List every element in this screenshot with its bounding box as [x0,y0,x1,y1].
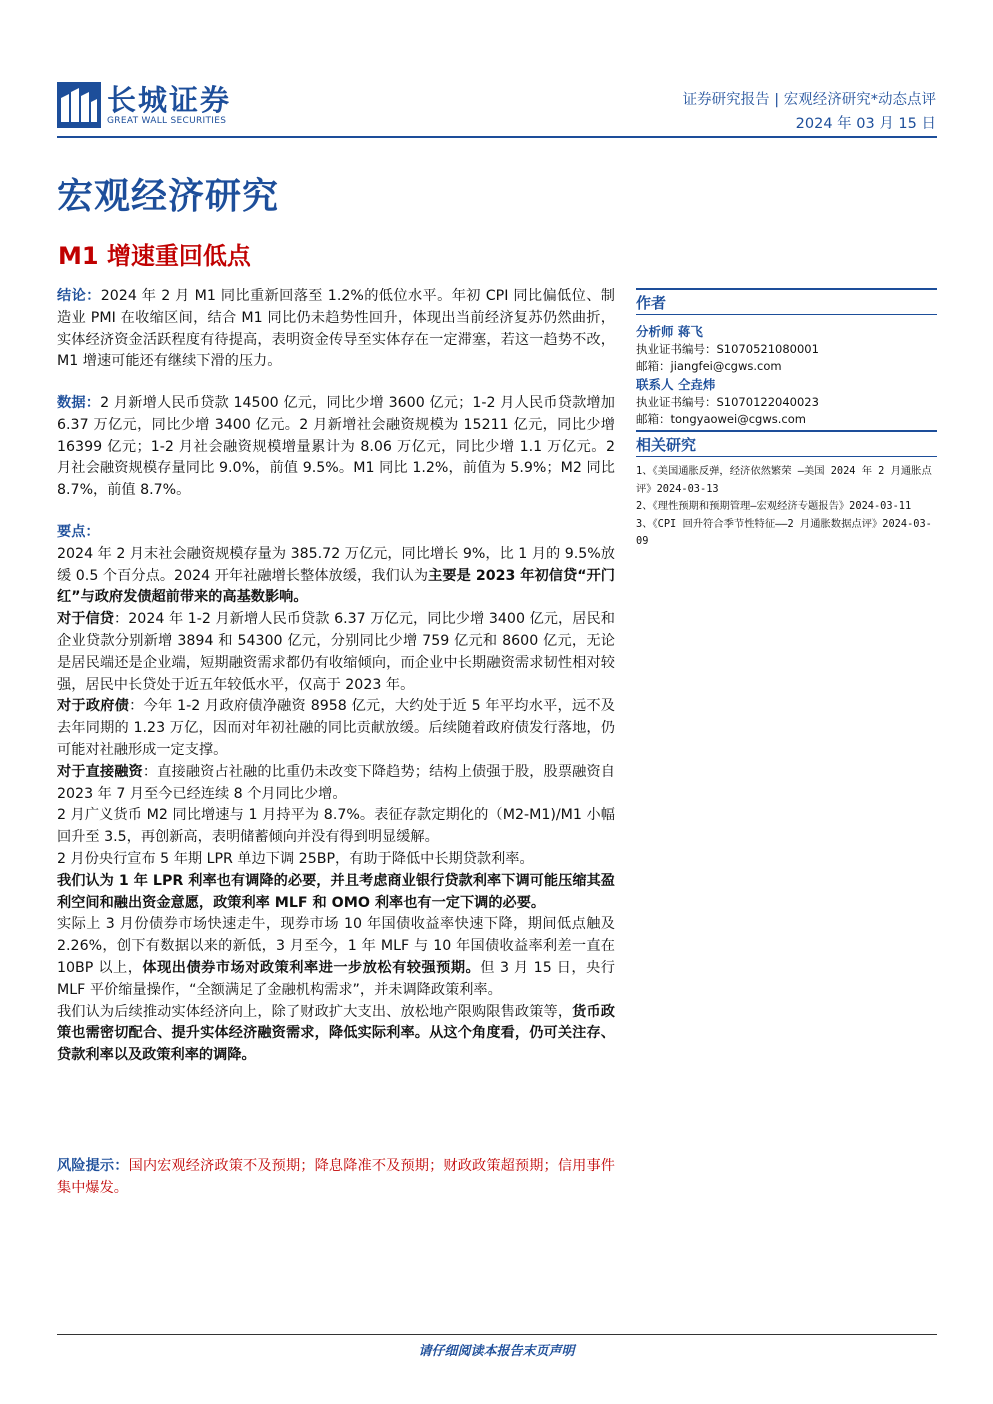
analyst-role: 分析师 [636,324,674,339]
related-item[interactable]: 2、《理性预期和预期管理—宏观经济专题报告》2024-03-11 [636,500,912,512]
footer-disclaimer: 请仔细阅读本报告末页声明 [418,1344,575,1359]
author-header: 作者 [636,288,937,315]
conclusion-label: 结论： [57,288,101,304]
report-subtitle: M1 增速重回低点 [58,242,251,270]
related-header: 相关研究 [636,430,937,457]
risk-text: 国内宏观经济政策不及预期；降息降准不及预期；财政政策超预期；信用事件集中爆发。 [57,1158,615,1196]
point-rate-cut-view: 我们认为 1 年 LPR 利率也有调降的必要，并且考虑商业银行贷款利率下调可能压缩其盈利空间和融出资金意愿，政策利率 MLF 和 OMO 利率也有一定下调的必要。 [57,872,615,911]
conclusion-text: 2024 年 2 月 M1 同比重新回落至 1.2%的低位水平。年初 CPI 同比偏低位、制造业 PMI 在收缩区间，结合 M1 同比仍未趋势性回升，体现出当前经济复苏仍然曲折，实体经济资金活跃程度有待提高，表明资金传导至实体存在一定滞塞，若这一趋势不改，M1 增速可能还有继续下滑的压力。 [57,288,615,370]
report-date: 2024 年 03 月 15 日 [795,116,936,132]
related-research-panel [636,430,937,551]
points-label: 要点： [57,524,100,540]
risk-label: 风险提示： [57,1158,129,1174]
header-meta [683,88,936,136]
point-m2: 2 月广义货币 M2 同比增速与 1 月持平为 8.7%。表征存款定期化的（M2-M1)/M1 小幅回升至 3.5，再创新高，表明储蓄倾向并没有得到明显缓解。 [57,807,615,846]
risk-section [57,1156,615,1200]
analyst-cert: 执业证书编号：S1070521080001 [636,342,819,356]
conclusion-section [57,286,615,373]
data-section [57,393,615,502]
point-credit: 对于信贷：2024 年 1-2 月新增人民币贷款 6.37 万亿元，同比少增 3400 亿元，居民和企业贷款分别新增 3894 和 54300 亿元，分别同比少增 759 亿元和 8600 亿元，无论是居民端还是企业端，短期融资需求都仍有收缩倾向，而企业中长期融资需求韧性相对较强，居民中长贷处于近五年较低水平，仅高于 2023 年。 [57,611,615,693]
page-title: 宏观经济研究 [57,176,280,217]
contact-email[interactable]: 邮箱：tongyaowei@cgws.com [636,411,806,426]
related-item[interactable]: 3、《CPI 回升符合季节性特征——2 月通胀数据点评》2024-03-09 [636,517,932,547]
contact-cert: 执业证书编号：S1070122040023 [636,395,819,409]
brand-logo [57,82,267,130]
brand-name-cn: 长城证券 [107,83,232,117]
header-divider [57,136,937,138]
point-government-bonds: 对于政府债：今年 1-2 月政府债净融资 8958 亿元，大约处于近 5 年平均水平，远不及去年同期的 1.23 万亿，因而对年初社融的同比贡献放缓。后续随着政府债发行落地，仍可能对社融形成一定支撑。 [57,698,615,758]
brand-name-en: GREAT WALL SECURITIES [107,116,227,126]
doc-category: 证券研究报告 | 宏观经济研究*动态点评 [682,92,936,108]
points-section [57,522,615,1067]
point-direct-financing: 对于直接融资：直接融资占社融的比重仍未改变下降趋势；结构上债强于股，股票融资自 2023 年 7 月至今已经连续 8 个月同比少增。 [57,763,615,802]
analyst-name: 蒋飞 [677,324,703,339]
footer-divider [57,1334,937,1335]
data-label: 数据： [57,395,101,411]
author-panel [636,288,937,427]
contact-role: 联系人 [636,377,674,392]
point-bond-market: 实际上 3 月份债券市场快速走牛，现券市场 10 年国债收益率快速下降，期间低点触及 2.26%，创下有数据以来的新低，3 月至今，1 年 MLF 与 10 年国债收益率利差一直在 10BP 以上，体现出债券市场对政策利率进一步放松有较强预期。但 3 月 15 日，央行 MLF 平价缩量操作，“全额满足了金融机构需求”，并未调降政策利率。 [57,916,615,998]
contact-name: 仝垚炜 [677,377,716,392]
analyst-email[interactable]: 邮箱：jiangfei@cgws.com [636,358,782,373]
related-item[interactable]: 1、《美国通胀反弹，经济依然繁荣 —美国 2024 年 2 月通胀点评》2024-03-13 [636,465,932,495]
point-lpr: 2 月份央行宣布 5 年期 LPR 单边下调 25BP，有助于降低中长期贷款利率。 [57,850,534,867]
point-outlook: 我们认为后续推动实体经济向上，除了财政扩大支出、放松地产限购限售政策等，货币政策也需密切配合、提升实体经济融资需求，降低实际利率。从这个角度看，仍可关注存、贷款利率以及政策利率的调降。 [57,1003,615,1064]
data-text: 2 月新增人民币贷款 14500 亿元，同比少增 3600 亿元；1-2 月人民币贷款增加 6.37 万亿元，同比少增 3400 亿元。2 月新增社会融资规模为 15211 亿元，同比少增 16399 亿元；1-2 月社会融资规模增量累计为 8.06 万亿元，同比少增 1.1 万亿元。2 月社会融资规模存量同比 9.0%，前值 9.5%。M1 同比 1.2%，前值为 5.9%；M2 同比 8.7%，前值 8.7%。 [57,395,615,499]
point-social-financing: 2024 年 2 月末社会融资规模存量为 385.72 万亿元，同比增长 9%，比 1 月的 9.5%放缓 0.5 个百分点。2024 开年社融增长整体放缓，我们认为主要是 2023 年初信贷“开门红”与政府发债超前带来的高基数影响。 [57,545,615,606]
great-wall-logo-icon [57,82,101,128]
